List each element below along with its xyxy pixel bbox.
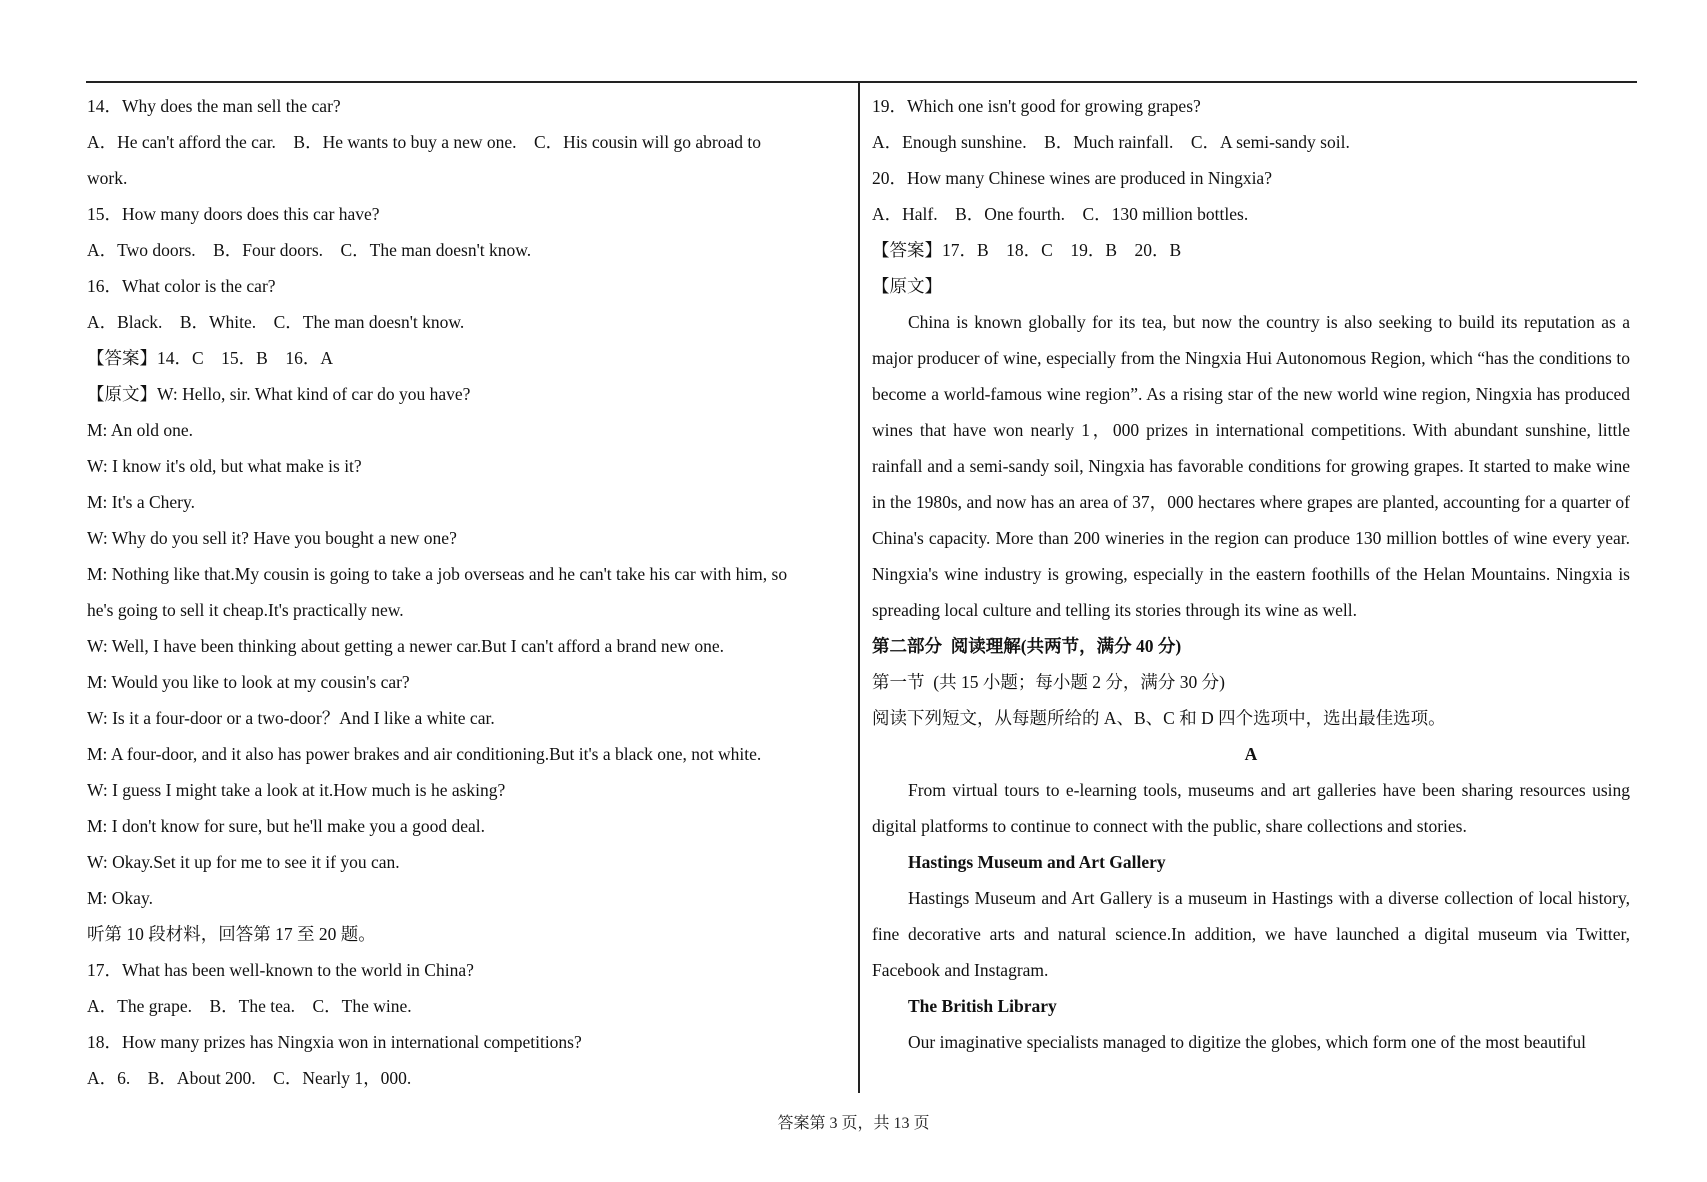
left-line: 16．What color is the car? bbox=[87, 276, 276, 296]
right-column bbox=[872, 88, 1630, 1060]
column-divider bbox=[858, 83, 860, 1093]
question-19: 19．Which one isn't good for growing grapes? bbox=[872, 96, 1201, 116]
left-line: M: Nothing like that.My cousin is going to take a job overseas and he can't take his car with him, so bbox=[87, 564, 788, 584]
left-line: M: Okay. bbox=[87, 888, 153, 908]
original-text-label: 【原文】 bbox=[872, 276, 942, 296]
question-19-options: A．Enough sunshine. B．Much rainfall. C．A semi-sandy soil. bbox=[872, 132, 1350, 152]
british-library-text: Our imaginative specialists managed to digitize the globes, which form one of the most beautiful bbox=[908, 1032, 1586, 1052]
left-line: W: I know it's old, but what make is it? bbox=[87, 456, 362, 476]
question-20-options: A．Half. B．One fourth. C．130 million bottles. bbox=[872, 204, 1249, 224]
left-line: he's going to sell it cheap.It's practically new. bbox=[87, 600, 404, 620]
left-line: 15．How many doors does this car have? bbox=[87, 204, 380, 224]
left-line: W: I guess I might take a look at it.How much is he asking? bbox=[87, 780, 506, 800]
left-line: 14．Why does the man sell the car? bbox=[87, 96, 341, 116]
listening-passage: China is known globally for its tea, but now the country is also seeking to build its reputation as a major producer of wine, especially from the Ningxia Hui Autonomous Region, which “has the conditions to become a world-famous wine region”. As a rising star of the new world wine region, Ningxia has produced wines that have won nearly 1，000 prizes in international competitions. With abundant sunshine, little rainfall and a semi-sandy soil, Ningxia has favorable conditions for growing grapes. It started to make wine in the 1980s, and now has an area of 37，000 hectares where grapes are planted, accounting for a quarter of China's capacity. More than 200 wineries in the region can produce 130 million bottles of wine every year. Ningxia's wine industry is growing, especially in the eastern foothills of the Helan Mountains. Ningxia is spreading local culture and telling its stories through its wine as well. bbox=[872, 312, 1630, 620]
reading-instruction: 阅读下列短文，从每题所给的 A、B、C 和 D 四个选项中，选出最佳选项。 bbox=[872, 708, 1446, 728]
passage-letter: A bbox=[1244, 744, 1258, 764]
british-library-title: The British Library bbox=[908, 996, 1057, 1016]
left-line: W: Okay.Set it up for me to see it if you can. bbox=[87, 852, 400, 872]
left-line: M: I don't know for sure, but he'll make you a good deal. bbox=[87, 816, 486, 836]
question-20: 20．How many Chinese wines are produced in Ningxia? bbox=[872, 168, 1272, 188]
page-footer: 答案第 3 页，共 13 页 bbox=[777, 1115, 930, 1132]
answer-key: 【答案】17．B 18．C 19．B 20．B bbox=[872, 240, 1182, 260]
left-line: work. bbox=[87, 168, 128, 188]
passage-intro: From virtual tours to e-learning tools, museums and art galleries have been sharing resources using digital platforms to continue to connect with the public, share collections and stories. bbox=[872, 780, 1630, 836]
left-line: A．Black. B．White. C．The man doesn't know. bbox=[87, 312, 465, 332]
left-line: M: It's a Chery. bbox=[87, 492, 195, 512]
left-column bbox=[87, 88, 843, 1096]
section-1-heading: 第一节 (共 15 小题；每小题 2 分，满分 30 分) bbox=[872, 672, 1225, 692]
left-line: A．Two doors. B．Four doors. C．The man doesn't know. bbox=[87, 240, 532, 260]
left-line: W: Why do you sell it? Have you bought a new one? bbox=[87, 528, 457, 548]
part-2-heading: 第二部分 阅读理解(共两节，满分 40 分) bbox=[872, 636, 1182, 656]
left-line: 【答案】14．C 15．B 16．A bbox=[87, 348, 333, 368]
top-rule bbox=[86, 81, 1637, 83]
left-line: W: Is it a four-door or a two-door？And I like a white car. bbox=[87, 708, 495, 728]
hastings-title: Hastings Museum and Art Gallery bbox=[908, 852, 1166, 872]
left-line: 【原文】W: Hello, sir. What kind of car do you have? bbox=[87, 384, 471, 404]
left-line: W: Well, I have been thinking about getting a newer car.But I can't afford a brand new one. bbox=[87, 636, 725, 656]
left-line: M: A four-door, and it also has power brakes and air conditioning.But it's a black one, not white. bbox=[87, 744, 762, 764]
left-line: 17．What has been well-known to the world in China? bbox=[87, 960, 474, 980]
left-line: M: An old one. bbox=[87, 420, 193, 440]
left-line: A．The grape. B．The tea. C．The wine. bbox=[87, 996, 412, 1016]
left-line: 听第 10 段材料，回答第 17 至 20 题。 bbox=[87, 924, 376, 944]
left-line: A．6. B．About 200. C．Nearly 1，000. bbox=[87, 1068, 412, 1088]
left-line: 18．How many prizes has Ningxia won in international competitions? bbox=[87, 1032, 582, 1052]
left-line: M: Would you like to look at my cousin's car? bbox=[87, 672, 410, 692]
left-line: A．He can't afford the car. B．He wants to buy a new one. C．His cousin will go abroad to bbox=[87, 132, 762, 152]
hastings-text: Hastings Museum and Art Gallery is a museum in Hastings with a diverse collection of local history, fine decorative arts and natural science.In addition, we have launched a digital museum via Twitter, Facebook and Instagram. bbox=[872, 888, 1630, 980]
